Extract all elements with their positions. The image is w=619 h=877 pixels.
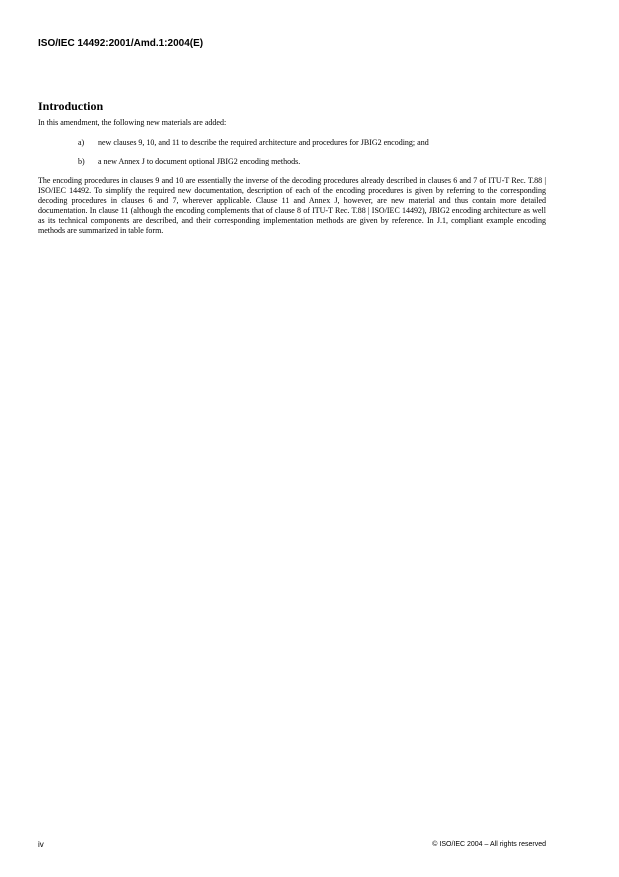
list-item [38, 157, 546, 167]
list-marker: a) [78, 138, 85, 147]
section-title: Introduction [38, 99, 104, 113]
body-paragraph: The encoding procedures in clauses 9 and 10 are essentially the inverse of the decoding procedures already described in clauses 6 and 7 of ITU-T Rec. T.88 | ISO/IEC 14492. To simplify the required new documentation, description of each of the encoding procedures is given by referring to the corresponding decoding procedures in clauses 6 and 7, wherever applicable. Clause 11 and Annex J, however, are new material and thus contain more detailed documentation. In clause 11 (although the encoding complements that of clause 8 of ITU-T Rec. T.88 | ISO/IEC 14492), JBIG2 encoding architecture as well as its technical components are described, and their corresponding implementation methods are given by reference. In J.1, compliant example encoding methods are summarized in table form. [38, 176, 546, 235]
list-marker: b) [78, 157, 85, 166]
list-item-text: new clauses 9, 10, and 11 to describe the required architecture and procedures for JBIG2 encoding; and [98, 138, 429, 147]
amendment-list [38, 138, 546, 167]
copyright-notice: © ISO/IEC 2004 – All rights reserved [432, 841, 546, 848]
intro-paragraph: In this amendment, the following new materials are added: [38, 118, 227, 127]
document-header-id: ISO/IEC 14492:2001/Amd.1:2004(E) [38, 38, 204, 49]
main-content [38, 99, 546, 236]
page-number: iv [38, 840, 44, 849]
list-item [38, 138, 546, 148]
list-item-text: a new Annex J to document optional JBIG2 encoding methods. [98, 157, 301, 166]
